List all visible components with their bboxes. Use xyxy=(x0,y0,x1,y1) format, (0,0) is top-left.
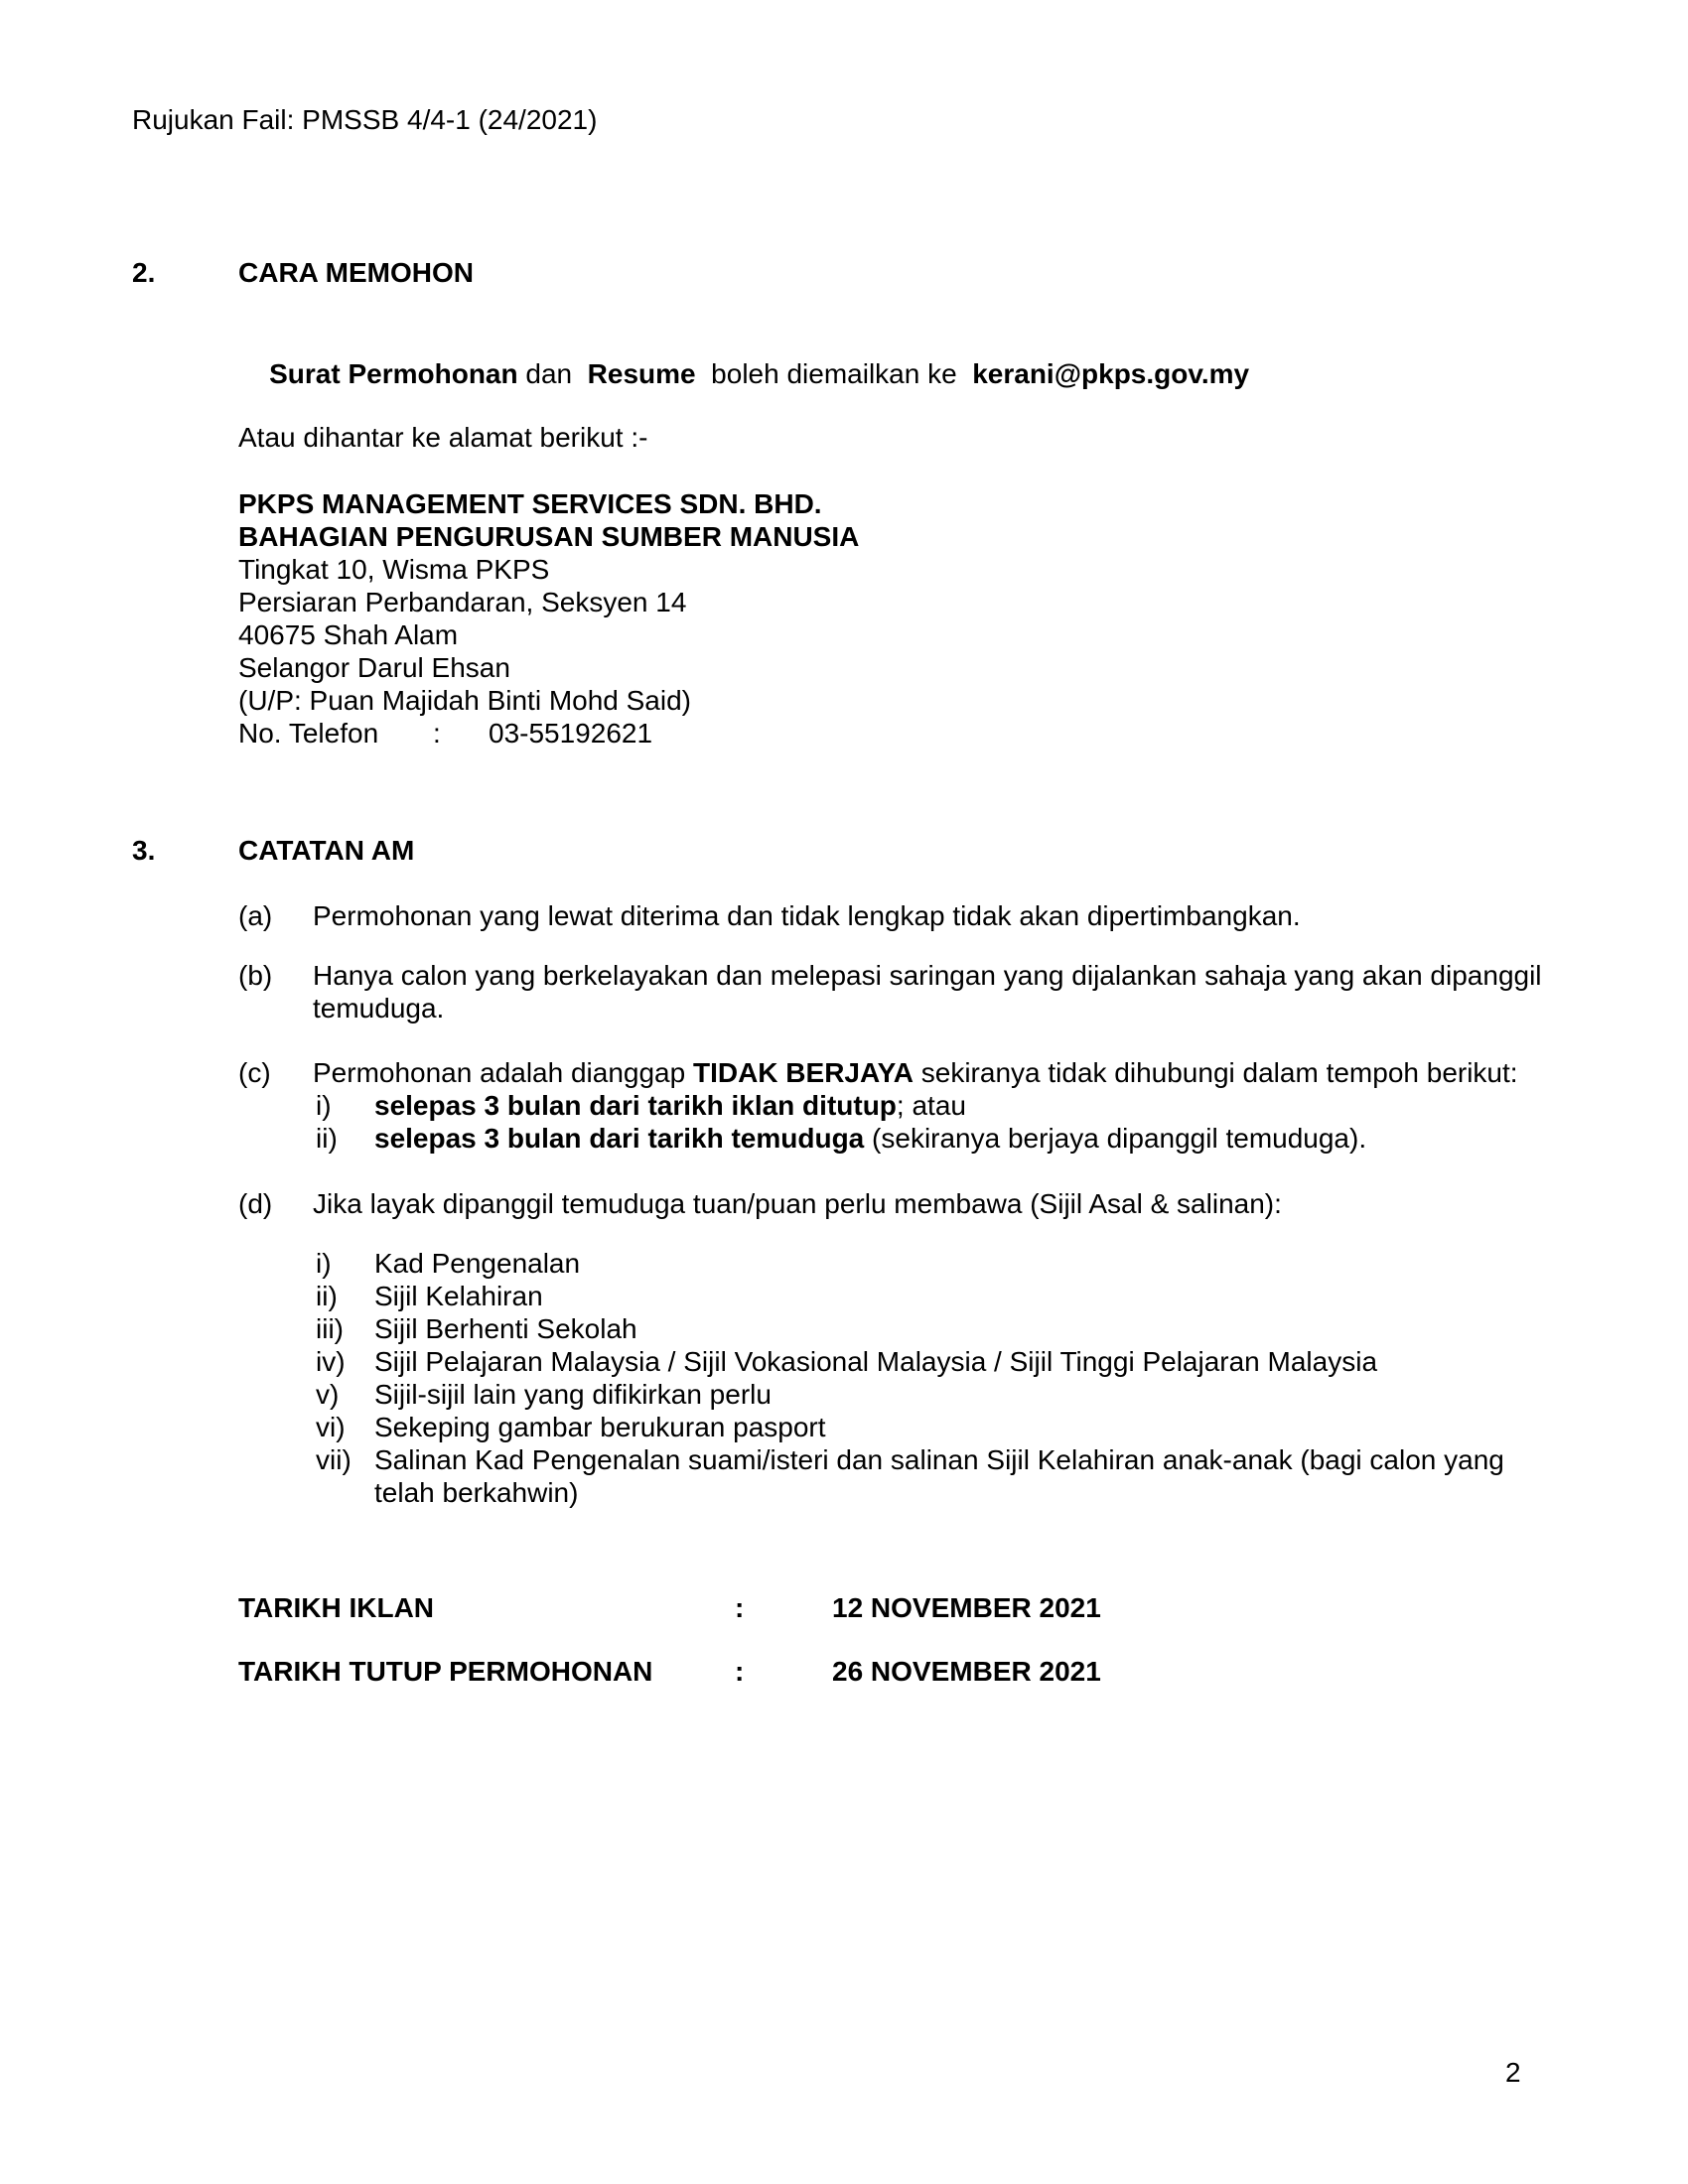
advert-date-row xyxy=(238,1591,1101,1624)
document-item xyxy=(316,1378,1556,1411)
address-attention: (U/P: Puan Majidah Binti Mohd Said) xyxy=(238,685,691,716)
note-item-b xyxy=(238,959,1594,1024)
document-item xyxy=(316,1411,1556,1443)
note-item-c-sub-i-bold: selepas 3 bulan dari tarikh iklan ditutup xyxy=(374,1090,897,1121)
document-item-label: i) xyxy=(316,1248,332,1279)
note-item-c-sub-ii xyxy=(316,1122,1556,1155)
note-item-c-sub-i-label: i) xyxy=(316,1090,332,1121)
email-instruction-surat: Surat Permohonan xyxy=(269,358,518,389)
closing-date-label: TARIKH TUTUP PERMOHONAN xyxy=(238,1656,653,1687)
note-item-a-text: Permohonan yang lewat diterima dan tidak lengkap tidak akan dipertimbangkan. xyxy=(313,900,1301,931)
document-item xyxy=(316,1247,1556,1280)
section-2-title: CARA MEMOHON xyxy=(238,257,474,288)
advert-date-value: 12 NOVEMBER 2021 xyxy=(832,1592,1101,1623)
postal-instruction-line: Atau dihantar ke alamat berikut :- xyxy=(238,422,648,453)
note-item-c-bold: TIDAK BERJAYA xyxy=(692,1057,914,1088)
note-item-b-text: Hanya calon yang berkelayakan dan melepasi saringan yang dijalankan sahaja yang akan dipanggil temuduga. xyxy=(313,960,1542,1024)
note-item-c-part1: Permohonan adalah dianggap xyxy=(313,1057,693,1088)
document-item-text: Sekeping gambar berukuran pasport xyxy=(374,1412,826,1442)
advert-date-label: TARIKH IKLAN xyxy=(238,1592,435,1623)
note-item-c-sub-i-text xyxy=(374,1089,1556,1122)
address-floor: Tingkat 10, Wisma PKPS xyxy=(238,554,550,585)
address-company: PKPS MANAGEMENT SERVICES SDN. BHD. xyxy=(238,488,822,519)
address-department: BAHAGIAN PENGURUSAN SUMBER MANUSIA xyxy=(238,521,860,552)
document-item-label: v) xyxy=(316,1379,340,1410)
note-item-c-part3: sekiranya tidak dihubungi dalam tempoh berikut: xyxy=(913,1057,1518,1088)
address-state: Selangor Darul Ehsan xyxy=(238,652,510,683)
address-block xyxy=(238,487,859,750)
note-item-d xyxy=(238,1187,1594,1220)
section-2-number: 2. xyxy=(132,257,156,288)
closing-date-value: 26 NOVEMBER 2021 xyxy=(832,1656,1101,1687)
note-item-c-sub-ii-text xyxy=(374,1122,1556,1155)
note-item-d-label: (d) xyxy=(238,1188,273,1219)
document-item-text: Sijil Berhenti Sekolah xyxy=(374,1313,637,1344)
email-instruction-dan: dan xyxy=(517,358,588,389)
advert-date-separator: : xyxy=(735,1592,745,1623)
note-item-c-sub-i xyxy=(316,1089,1556,1122)
document-item-text: Sijil Kelahiran xyxy=(374,1281,543,1311)
note-item-a xyxy=(238,899,1594,932)
address-street: Persiaran Perbandaran, Seksyen 14 xyxy=(238,587,687,617)
phone-label: No. Telefon xyxy=(238,718,379,749)
page-number: 2 xyxy=(1505,2057,1521,2088)
note-item-c-sub-ii-rest: (sekiranya berjaya dipanggil temuduga). xyxy=(864,1123,1367,1154)
documents-list xyxy=(316,1247,1556,1509)
section-3-heading xyxy=(132,834,414,867)
document-item-text: Sijil Pelajaran Malaysia / Sijil Vokasional Malaysia / Sijil Tinggi Pelajaran Malaysia xyxy=(374,1346,1378,1377)
email-address: kerani@pkps.gov.my xyxy=(972,358,1250,389)
document-item-label: vi) xyxy=(316,1412,346,1442)
note-item-c-sub-i-rest: ; atau xyxy=(896,1090,966,1121)
phone-line xyxy=(238,717,859,750)
note-item-c-sub-ii-label: ii) xyxy=(316,1123,338,1154)
document-item-label: ii) xyxy=(316,1281,338,1311)
email-instruction-boleh: boleh diemailkan ke xyxy=(695,358,973,389)
note-item-c-sub-ii-bold: selepas 3 bulan dari tarikh temuduga xyxy=(374,1123,865,1154)
note-item-d-text: Jika layak dipanggil temuduga tuan/puan perlu membawa (Sijil Asal & salinan): xyxy=(313,1188,1282,1219)
note-item-b-label: (b) xyxy=(238,960,273,991)
closing-date-row xyxy=(238,1655,1101,1688)
phone-separator: : xyxy=(433,718,441,749)
document-item xyxy=(316,1312,1556,1345)
document-item-text: Sijil-sijil lain yang difikirkan perlu xyxy=(374,1379,772,1410)
document-item xyxy=(316,1345,1556,1378)
address-city: 40675 Shah Alam xyxy=(238,619,459,650)
document-item xyxy=(316,1280,1556,1312)
document-item-text: Kad Pengenalan xyxy=(374,1248,581,1279)
document-item-text: Salinan Kad Pengenalan suami/isteri dan salinan Sijil Kelahiran anak-anak (bagi calon yang telah berkahwin) xyxy=(374,1444,1504,1508)
phone-number: 03-55192621 xyxy=(489,718,653,749)
file-reference: Rujukan Fail: PMSSB 4/4-1 (24/2021) xyxy=(132,104,598,135)
note-item-c-label: (c) xyxy=(238,1057,271,1088)
section-3-title: CATATAN AM xyxy=(238,835,415,866)
note-item-c-text xyxy=(313,1056,1594,1089)
note-item-a-label: (a) xyxy=(238,900,273,931)
email-instruction-resume: Resume xyxy=(587,358,696,389)
document-item xyxy=(316,1443,1556,1509)
document-item-label: vii) xyxy=(316,1444,352,1475)
section-2-heading xyxy=(132,256,474,289)
document-item-label: iii) xyxy=(316,1313,344,1344)
note-item-c xyxy=(238,1056,1594,1089)
section-3-number: 3. xyxy=(132,835,156,866)
document-item-label: iv) xyxy=(316,1346,346,1377)
email-instruction-line xyxy=(238,325,1249,423)
closing-date-separator: : xyxy=(735,1656,745,1687)
